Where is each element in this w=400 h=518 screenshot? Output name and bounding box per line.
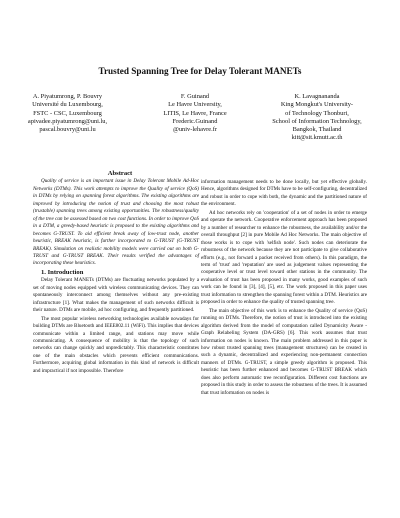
author-line: of Technology Thonburi, (285, 109, 349, 117)
author-line: Université du Luxembourg, (32, 101, 103, 109)
section-heading-introduction: 1. Introduction (41, 268, 84, 276)
author-block-1 (0, 93, 135, 134)
paragraph: information management needs to be done locally, but yet effective globally. Hence, algorithms designed for DTMs have to be self-configuring, decentralized and robust in order to cope with both, the dynamic and the partitioned nature of the environment. (201, 179, 368, 208)
author-line: K. Lavagnananda (294, 93, 340, 100)
author-block-3 (252, 93, 382, 143)
author-line: LITIS, Le Havre, France (163, 109, 227, 117)
author-line: Bangkok, Thailand (292, 126, 342, 134)
author-line: @univ-lehavre.fr (172, 126, 218, 134)
author-line: apivadee.piyatumrong@uni.lu, (27, 117, 108, 125)
author-line: F. Guinand (180, 93, 210, 100)
author-line: Le Havre University, (168, 101, 222, 109)
abstract-text: Quality of service is an important issue in Delay Tolerant Mobile Ad-Hoc Networks (DTMs). This work attempts to improve the Quality of service (QoS) in DTMs by relying on spanning forest algorithms. The existing algorithms are improved by introducing the notion of trust and choosing the most robust (trustable) spanning trees among existing opportunities. The robustness/quality of the tree can be assessed based on two cost functions. In order to improve QoS in a DTM, a greedy-based heuristic is proposed to the existing algorithms and becomes G-TRUST. To aid efficient break away of low-trust node, another heuristic, BREAK heuristic, is further incorporated to G-TRUST (G-TRUST BREAK). Simulation on realistic mobility models were carried out on both G-TRUST and G-TRUST BREAK. Their results verified the advantages of incorporating these heuristics. (33, 178, 199, 267)
author-line: pascal.bouvry@uni.lu (39, 126, 96, 134)
left-column (33, 170, 199, 375)
paragraph: The most popular wireless networking technologies available nowadays for building DTMs are Bluetooth and IEEE802.11 (WiFi). This implies that devices communicate within a limited range, and stations may move while communicating. A consequence of mobility is that the topology of such networks can change quickly and unpredictably. This characteristic constitutes one of the main obstacles which prevents efficient communications. Furthermore, acquiring global information in this kind of network is difficult and impractical if not impossible. Therefore (33, 315, 199, 374)
paragraph: Ad hoc networks rely on 'cooperation' of a set of nodes in order to emerge and operate the network. Cooperative enforcement approach has been proposed by a number of researcher to enhance the robustness, the availability and/or the overall throughput [2] in pure Mobile Ad Hoc Networks. The main objective of those works is to cope with 'selfish node'. Such nodes can deteriorate the robustness of the network because they are not participate to give collaborative efforts (e.g., not forward a packet received from others). In this paradigm, the term of 'trust' and 'reputation' are used as judgement values representing the cooperative level or trust level toward other stations in the community. The evaluation of trust has been proposed in many works, good examples of such work can be found in [3], [4], [5], etc. The work proposed in this paper uses trust information to strengthen the spanning forest within a DTM. Heuristics are proposed in order to enhance the quality of trusted spanning tree. (201, 209, 367, 306)
author-block-2 (145, 93, 245, 134)
author-line: FSTC - CSC, Luxembourg (33, 109, 102, 117)
author-line: Frederic.Guinand (172, 117, 218, 125)
author-line: A. Piyatumrong, P. Bouvry (32, 93, 103, 100)
author-line: kitt@sit.kmutt.ac.th (291, 134, 343, 142)
author-line: King Mongkut's University- (280, 101, 354, 109)
paragraph: Delay Tolerant MANETs (DTMs) are fluctuating networks populated by a set of moving nodes equipped with wireless communicating devices. They can spontaneously interconnect among themselves without any pre-existing infrastructure [1]. What makes the management of such networks difficult is their nature. DTMs are mobile, ad hoc configuring, and frequently partitioned. (33, 277, 199, 314)
right-column (201, 179, 367, 397)
paragraph: The main objective of this work is to enhance the Quality of service (QoS) running on DTMs. Therefore, the notion of trust is introduced into the existing algorithm derived from the model of computation called Dynamicity Aware - Graph Relabeling System (DA-GRS) [6]. This work assumes that trust information on nodes is known. The main problem addressed in this paper is how robust trusted spanning trees (management structures) can be created in such a dynamic, decentralized and experiencing non-permanent connection manners of DTMs. G-TRUST, a simple greedy algorithm is proposed. This heuristic has been further enhanced and becomes G-TRUST BREAK which does also perform automatic tree reconfiguration. Different cost functions are proposed in this study in order to assess the robustness of the trees. It is assumed that trust information on nodes is (201, 307, 367, 396)
author-line: School of Information Technology, (272, 117, 362, 125)
paper-title: Trusted Spanning Tree for Delay Tolerant MANETs (98, 66, 302, 76)
abstract-heading: Abstract (107, 170, 133, 177)
